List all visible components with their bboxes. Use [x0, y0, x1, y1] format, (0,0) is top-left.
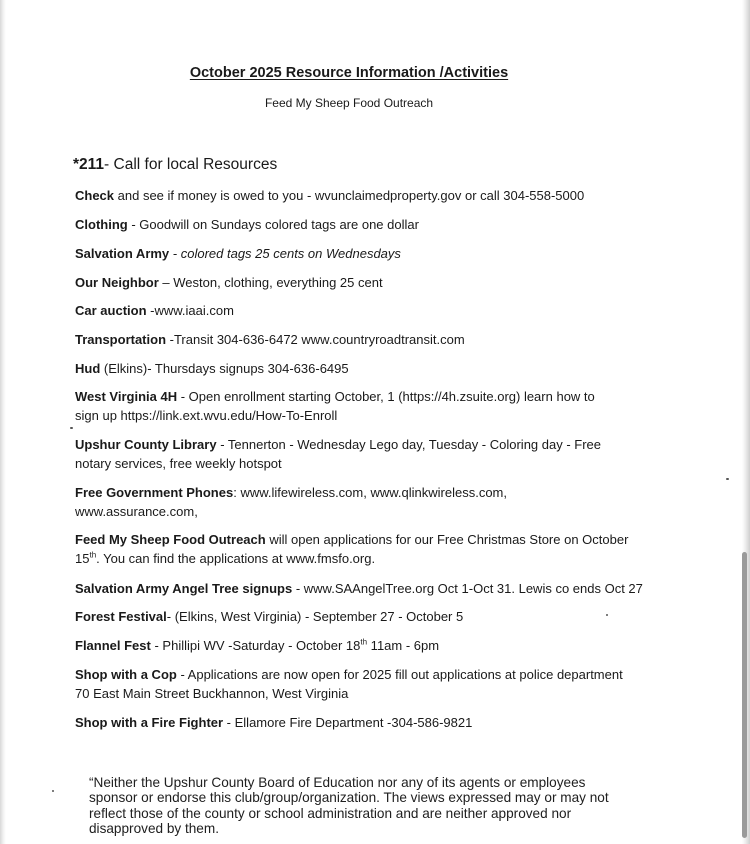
item-label: Our Neighbor — [75, 275, 159, 290]
item-text-line2: www.assurance.com, — [75, 504, 198, 519]
item-text: - Phillipi WV -Saturday - October 18 — [150, 638, 361, 653]
resource-item-hud — [75, 359, 635, 378]
scan-speck — [606, 614, 608, 616]
item-text: - www.SAAngelTree.org Oct 1-Oct 31. Lewis co ends Oct 27 — [292, 581, 643, 596]
resource-item-free-phones — [75, 483, 635, 521]
item-label: Car auction — [75, 303, 147, 318]
resource-item-salvation-army — [75, 244, 635, 263]
resource-item-check — [75, 186, 635, 205]
resource-item-shop-with-firefighter — [75, 713, 635, 732]
ordinal-suffix: th — [89, 550, 97, 560]
item-label: Forest Festival — [75, 609, 167, 624]
item-label: Free Government Phones — [75, 485, 234, 500]
resource-item-forest-festival — [75, 607, 635, 626]
item-label: Clothing — [75, 217, 128, 232]
item-text: (Elkins)- Thursdays signups 304-636-6495 — [100, 361, 349, 376]
item-label: Check — [75, 188, 115, 203]
item-text: - Ellamore Fire Department -304-586-9821 — [223, 715, 473, 730]
resource-item-wv-4h — [75, 387, 635, 425]
scan-speck — [70, 427, 73, 429]
scan-speck — [52, 790, 54, 792]
scrollbar-thumb[interactable] — [742, 552, 747, 838]
item-text: and see if money is owed to you - wvunclaimedproperty.gov or call 304-558-5000 — [114, 188, 585, 203]
item-label: Salvation Army Angel Tree signups — [75, 581, 293, 596]
resource-item-clothing — [75, 215, 635, 234]
resource-item-flannel-fest — [75, 636, 635, 655]
resource-item-library — [75, 435, 635, 473]
item-text: -Transit 304-636-6472 www.countryroadtransit.com — [166, 332, 465, 347]
item-text: – Weston, clothing, everything 25 cent — [158, 275, 383, 290]
item-label: Upshur County Library — [75, 437, 217, 452]
item-text: - colored tags 25 cents on Wednesdays — [169, 246, 401, 261]
resource-item-shop-with-cop — [75, 665, 635, 703]
item-text-line2: 70 East Main Street Buckhannon, West Virginia — [75, 686, 349, 701]
item-label: Flannel Fest — [75, 638, 151, 653]
document-subtitle: Feed My Sheep Food Outreach — [264, 96, 434, 110]
resource-item-car-auction — [75, 301, 635, 320]
document-title: October 2025 Resource Information /Activities — [189, 65, 509, 81]
hotline-line — [73, 156, 277, 174]
item-label: Feed My Sheep Food Outreach — [75, 532, 266, 547]
item-label: Salvation Army — [75, 246, 170, 261]
item-text-line2: . You can find the applications at www.fmsfo.org. — [96, 551, 376, 566]
item-label: West Virginia 4H — [75, 389, 178, 404]
hotline-label: *211 — [73, 156, 105, 173]
item-text-line2-number: 15 — [75, 551, 90, 566]
resource-item-our-neighbor — [75, 273, 635, 292]
item-label: Shop with a Fire Fighter — [75, 715, 224, 730]
item-text: will open applications for our Free Christmas Store on October — [265, 532, 629, 547]
item-text: -www.iaai.com — [146, 303, 234, 318]
page-left-edge — [0, 0, 6, 844]
scan-speck — [726, 478, 729, 480]
item-text: - Applications are now open for 2025 fill out applications at police department — [176, 667, 623, 682]
item-text: - (Elkins, West Virginia) - September 27 - October 5 — [166, 609, 464, 624]
item-label: Hud — [75, 361, 101, 376]
item-text-line2: sign up https://link.ext.wvu.edu/How-To-Enroll — [75, 408, 338, 423]
item-label: Shop with a Cop — [75, 667, 177, 682]
item-text: - Goodwill on Sundays colored tags are one dollar — [127, 217, 419, 232]
resource-item-feed-my-sheep — [75, 530, 635, 568]
item-label: Transportation — [75, 332, 167, 347]
resource-item-transportation — [75, 330, 635, 349]
resource-item-angel-tree — [75, 579, 643, 598]
item-text-line2: notary services, free weekly hotspot — [75, 456, 282, 471]
disclaimer-text: “Neither the Upshur County Board of Education nor any of its agents or employees sponsor or endorse this club/group/organization. The views expressed may or may not reflect those of the county or school administration and are neither approved nor disapproved by them. — [89, 775, 609, 836]
item-text: - Tennerton - Wednesday Lego day, Tuesday - Coloring day - Free — [216, 437, 602, 452]
ordinal-suffix: th — [360, 637, 368, 647]
hotline-text: - Call for local Resources — [104, 156, 278, 173]
item-text: : www.lifewireless.com, www.qlinkwireless.com, — [233, 485, 507, 500]
item-text: - Open enrollment starting October, 1 (https://4h.zsuite.org) learn how to — [177, 389, 595, 404]
item-text-after: 11am - 6pm — [367, 638, 440, 653]
